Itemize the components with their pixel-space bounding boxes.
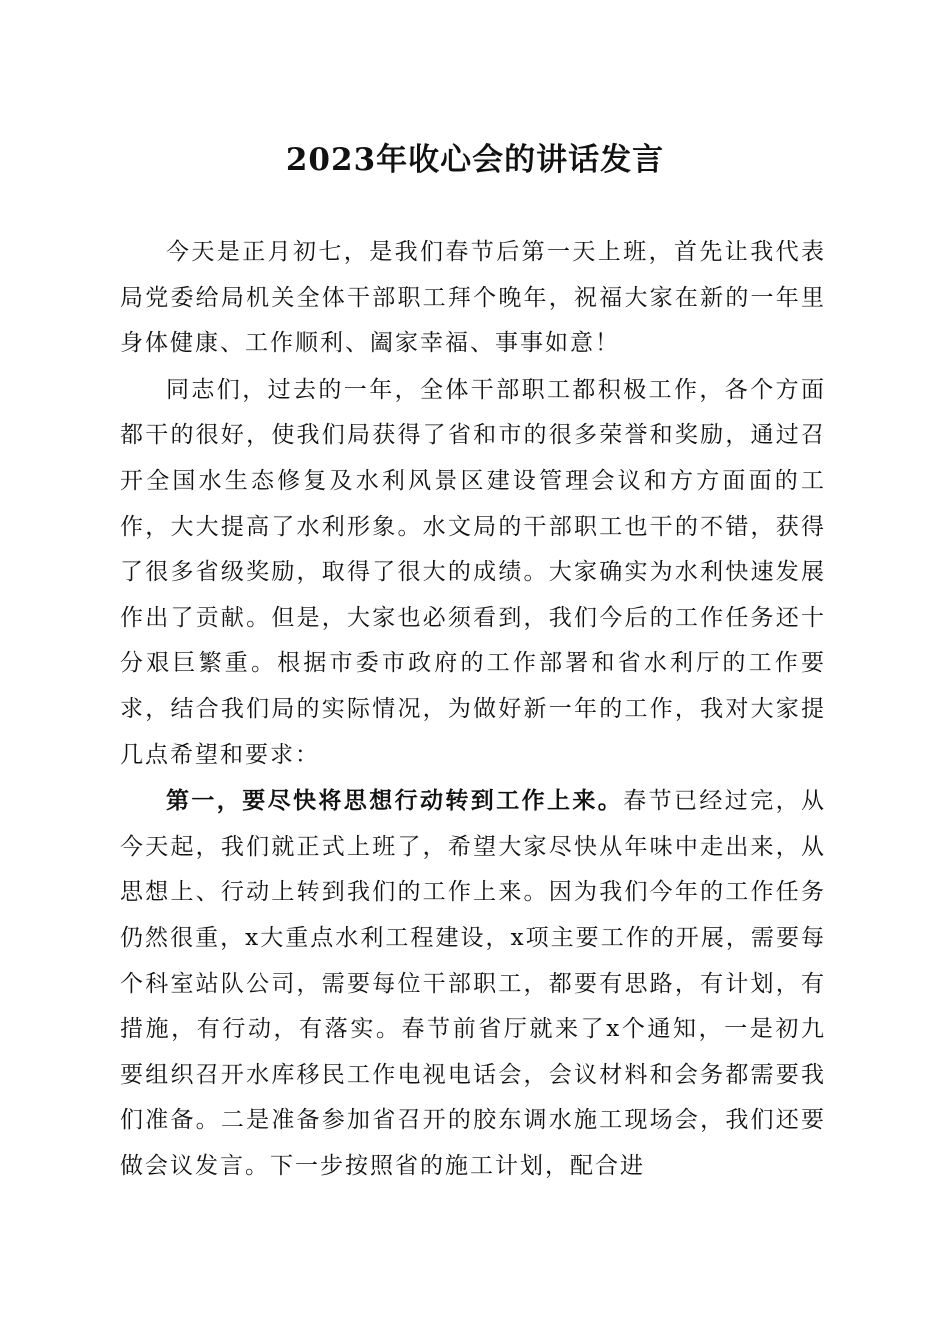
paragraph-text: 春节已经过完，从今天起，我们就正式上班了，希望大家尽快从年味中走出来，从思想上、行动上转到我们的工作上来。因为我们今年的工作任务仍然很重，x大重点水利工程建设，x项主要工作的开展，需要每个科室站队公司，需要每位干部职工，都要有思路，有计划，有措施，有行动，有落实。春节前省厅就来了x个通知，一是初九要组织召开水库移民工作电视电话会，会议材料和会务都需要我们准备。二是准备参加省召开的胶东调水施工现场会，我们还要做会议发言。下一步按照省的施工计划，配合进 <box>120 788 827 1179</box>
paragraph-point-one <box>120 778 826 1189</box>
document-body <box>120 229 826 1189</box>
document-title: 2023年收心会的讲话发言 <box>285 142 665 178</box>
paragraph-lead: 第一，要尽快将思想行动转到工作上来。 <box>166 787 624 815</box>
paragraph-text: 今天是正月初七，是我们春节后第一天上班，首先让我代表局党委给局机关全体干部职工拜个晚年，祝福大家在新的一年里身体健康、工作顺利、阖家幸福、事事如意！ <box>120 239 826 357</box>
paragraph-review <box>120 367 826 778</box>
paragraph-text: 同志们，过去的一年，全体干部职工都积极工作，各个方面都干的很好，使我们局获得了省和市的很多荣誉和奖励，通过召开全国水生态修复及水利风景区建设管理会议和方方面面的工作，大大提高了水利形象。水文局的干部职工也干的不错，获得了很多省级奖励，取得了很大的成绩。大家确实为水利快速发展作出了贡献。但是，大家也必须看到，我们今后的工作任务还十分艰巨繁重。根据市委市政府的工作部署和省水利厅的工作要求，结合我们局的实际情况，为做好新一年的工作，我对大家提几点希望和要求： <box>120 376 826 768</box>
paragraph-greeting <box>120 229 826 367</box>
